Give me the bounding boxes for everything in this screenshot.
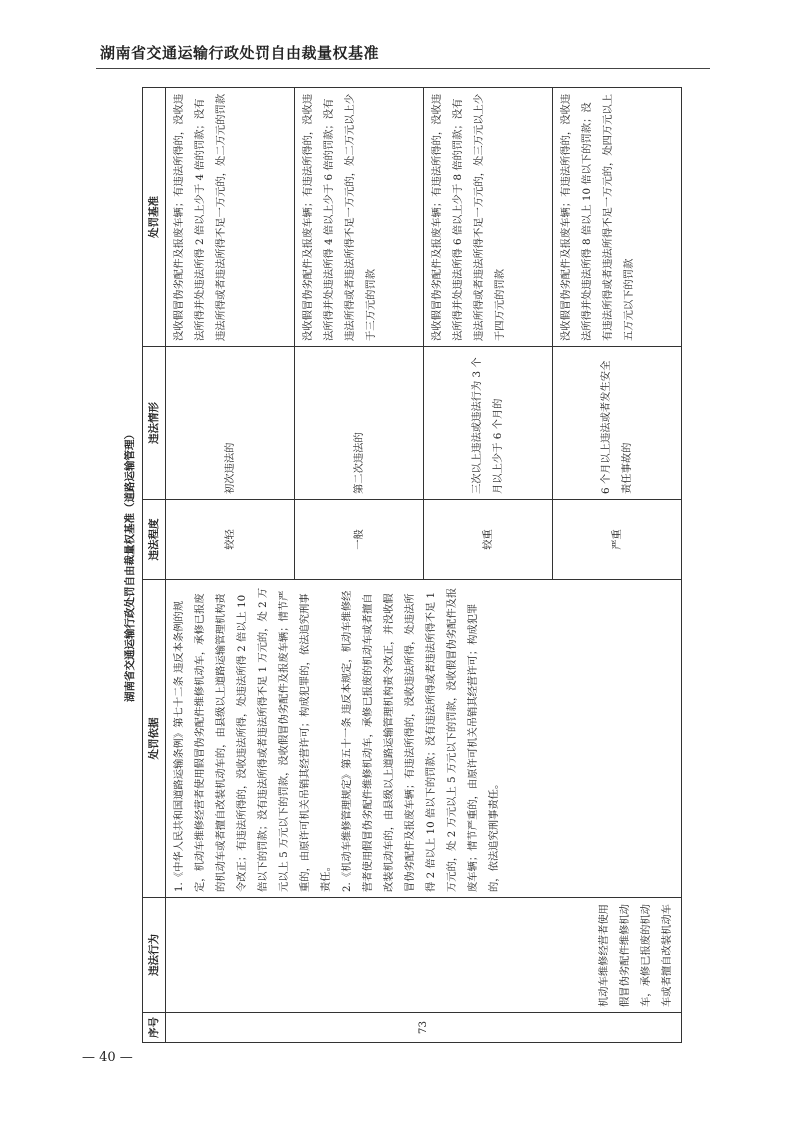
header-divider — [96, 68, 710, 69]
circumstance-cell: 初次违法的 — [166, 347, 295, 500]
rotated-table-container — [118, 88, 709, 1043]
table-header-row — [143, 88, 166, 1043]
severity-level-cell: 严重 — [553, 500, 682, 580]
col-header-level: 违法程度 — [143, 500, 166, 580]
legal-basis-item: 2.《机动车维修管理规定》第五十一条 违反本规定，机动车维修经营者使用假冒伪劣配件维修机动车，承修已报废的机动车或者擅自改装机动车的，由县级以上道路运输管理机构责令改正，并没收假冒伪劣配件及报废车辆；有违法所得的，没收违法所得，处违法所得 2 倍以上 10 倍以下的罚款；没有违法所得或者违法所得不足 1 万元的，处 2 万元以上 5 万元以下的罚款，没收假冒伪劣配件及报废车辆；情节严重的，由原许可机关吊销其经营许可；构成犯罪的，依法追究刑事责任。 — [341, 587, 500, 892]
col-header-seq: 序号 — [143, 1013, 166, 1043]
severity-level-cell: 较重 — [424, 500, 553, 580]
circumstance-cell: 第二次违法的 — [295, 347, 424, 500]
legal-basis-item: 1.《中华人民共和国道路运输条例》第七十二条 违反本条例的规定，机动车维修经营者使用假冒伪劣配件维修机动车，承修已报废的机动车或者擅自改装机动车的，由县级以上道路运输管理机构责令改正；有违法所得的，没收违法所得，处违法所得 2 倍以上 10 倍以下的罚款；没有违法所得或者违法所得不足 1 万元的，处 2 万元以上 5 万元以下的罚款，没收假冒伪劣配件及报废车辆；情节严重的，由原许可机关吊销其经营许可；构成犯罪的，依法追究刑事责任。 — [173, 587, 332, 892]
col-header-circumstance: 违法情形 — [143, 347, 166, 500]
penalty-standard-cell: 没收假冒伪劣配件及报废车辆；有违法所得的，没收违法所得并处违法所得 2 倍以上少于 4 倍的罚款；没有违法所得或者违法所得不足一万元的，处二万元的罚款 — [166, 88, 295, 347]
table-row — [166, 88, 295, 1043]
col-header-act: 违法行为 — [143, 898, 166, 1013]
page-header-title: 湖南省交通运输行政处罚自由裁量权基准 — [100, 44, 380, 62]
severity-level-cell: 一般 — [295, 500, 424, 580]
violation-act-cell: 机动车维修经营者使用假冒伪劣配件维修机动车，承修已报废的机动车或者擅自改装机动车 — [166, 898, 682, 1013]
page-number: — 40 — — [82, 1050, 133, 1065]
col-header-basis: 处罚依据 — [143, 580, 166, 898]
seq-cell: 73 — [166, 1013, 682, 1043]
legal-basis-cell — [166, 580, 682, 898]
circumstance-cell: 三次以上违法或违法行为 3 个月以上少于 6 个月的 — [424, 347, 553, 500]
circumstance-cell: 6 个月以上违法或者发生安全责任事故的 — [553, 347, 682, 500]
penalty-standard-cell: 没收假冒伪劣配件及报废车辆；有违法所得的，没收违法所得并处违法所得 6 倍以上少于 8 倍的罚款；没有违法所得或者违法所得不足一万元的，处三万元以上少于四万元的罚款 — [424, 88, 553, 347]
penalty-standard-cell: 没收假冒伪劣配件及报废车辆；有违法所得的，没收违法所得并处违法所得 4 倍以上少于 6 倍的罚款；没有违法所得或者违法所得不足一万元的，处二万元以上少于三万元的罚款 — [295, 88, 424, 347]
col-header-standard: 处罚基准 — [143, 88, 166, 347]
severity-level-cell: 较轻 — [166, 500, 295, 580]
penalty-table — [142, 87, 682, 1043]
table-title: 湖南省交通运输行政处罚自由裁量权基准（道路运输管理） — [124, 429, 136, 702]
penalty-standard-cell: 没收假冒伪劣配件及报废车辆；有违法所得的，没收违法所得并处违法所得 8 倍以上 10 倍以下的罚款；没有违法所得或者违法所得不足一万元的，处四万元以上五万元以下的罚款 — [553, 88, 682, 347]
